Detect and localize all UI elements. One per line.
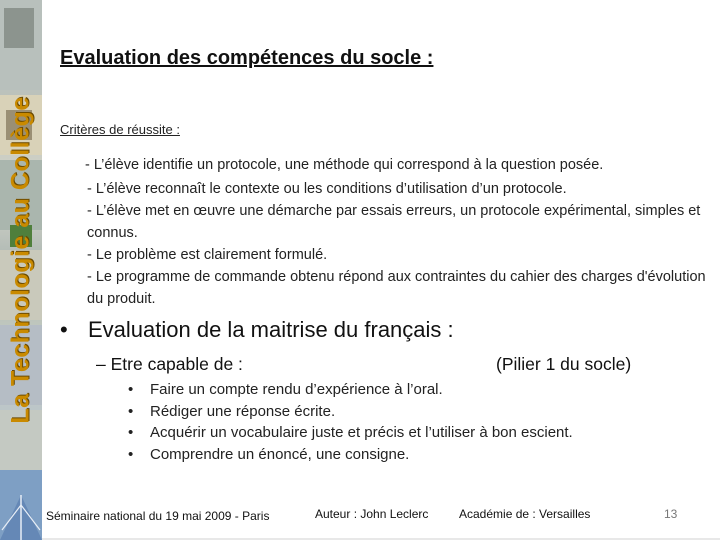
list-item [128,422,573,444]
bullet-symbol: • [128,381,134,398]
list-item-text: Rédiger une réponse écrite. [150,402,336,420]
slide-title: Evaluation des compétences du socle : [60,47,434,69]
bullet-symbol: • [128,402,134,420]
bullet-symbol: • [128,445,134,463]
criteria-item: - L’élève reconnaît le contexte ou les conditions d’utilisation d’un protocole. [87,181,567,197]
page-number: 13 [664,507,678,521]
banner-title: La Technologie au Collège [6,96,35,424]
bullet-symbol: • [128,424,134,441]
criteria-item: - L’élève met en œuvre une démarche par essais erreurs, un protocole expérimental, simples et connus. [87,203,701,241]
footer-author: Auteur : John Leclerc [315,507,429,521]
dash-symbol: – [96,354,106,374]
list-item-text: Comprendre un énoncé, une consigne. [150,445,410,463]
side-banner [0,0,42,540]
criteria-item: - Le programme de commande obtenu répond aux contraintes du cahier des charges d'évolution du produit. [87,269,706,307]
list-item [128,379,573,401]
main-bullet-text: Evaluation de la maitrise du français : [88,317,454,342]
list-item [128,444,573,466]
bullet-symbol: • [60,317,68,342]
footer-seminar: Séminaire national du 19 mai 2009 - Paris [46,509,270,523]
sub-bullet [96,354,676,375]
banner-vertical-text [0,50,42,470]
banner-divider [42,0,44,540]
criteria-item: - Le problème est clairement formulé. [87,247,328,263]
criteria-list [87,154,707,310]
list-item [128,401,573,423]
list-item-text: Acquérir un vocabulaire juste et précis et l’utiliser à bon escient. [150,424,573,441]
list-item-text: Faire un compte rendu d’expérience à l’oral. [150,381,443,398]
sub-bullet-text: Etre capable de : [110,354,243,374]
footer-academy: Académie de : Versailles [459,507,591,521]
skills-list [128,379,573,465]
main-bullet [60,317,454,343]
pillar-label: (Pilier 1 du socle) [496,354,632,374]
criteria-item: - L’élève identifie un protocole, une méthode qui correspond à la question posée. [85,157,604,173]
criteria-heading: Critères de réussite : [60,122,180,137]
